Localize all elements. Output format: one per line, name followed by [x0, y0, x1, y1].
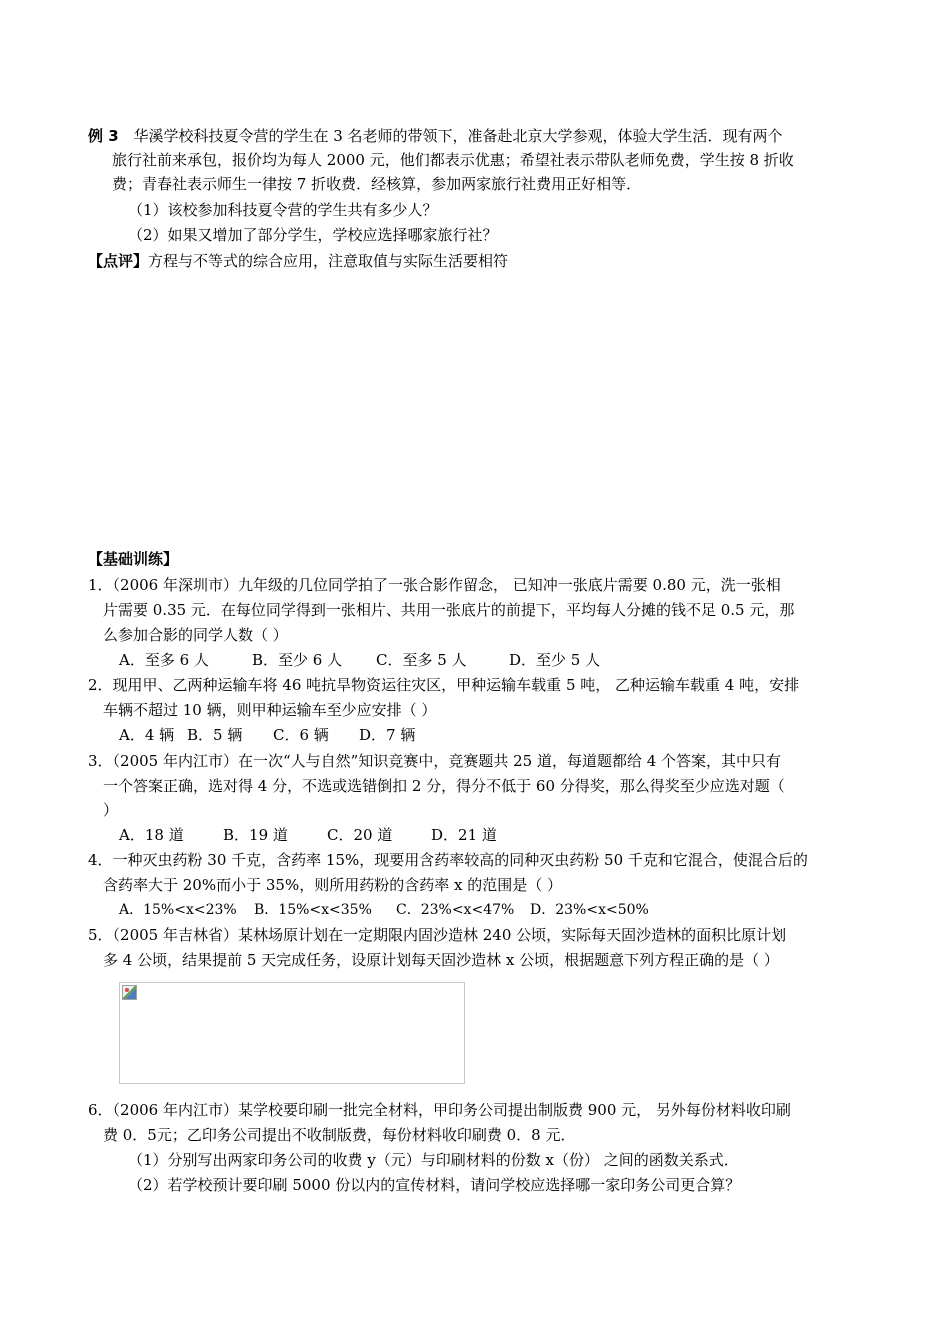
option-a: A．18 道	[119, 826, 184, 844]
problem-2-options	[119, 724, 415, 746]
option-b: B．5 辆	[187, 726, 243, 744]
option-d: D．7 辆	[359, 726, 416, 744]
option-d: D．至少 5 人	[509, 651, 601, 669]
problem-3-line2: 一个答案正确，选对得 4 分，不选或选错倒扣 2 分，得分不低于 60 分得奖，那么得奖至少应选对题（	[103, 777, 785, 795]
example3-comment	[88, 250, 508, 272]
problem-4-line2: 含药率大于 20%而小于 35%，则所用药粉的含药率 x 的范围是（ ）	[103, 876, 562, 894]
option-a: A．至多 6 人	[119, 651, 209, 669]
problem-6-line1: 6．（2006 年内江市）某学校要印刷一批完全材料，甲印务公司提出制版费 900 元， 另外每份材料收印刷	[88, 1101, 791, 1119]
problem-6-sub2: （2）若学校预计要印刷 5000 份以内的宣传材料，请问学校应选择哪一家印务公司更合算？	[128, 1176, 741, 1194]
option-b: B．15%<x<35%	[254, 902, 372, 918]
problem-6-line2: 费 0．5元；乙印务公司提出不收制版费，每份材料收印刷费 0．8 元．	[103, 1126, 576, 1144]
problem-1-options	[119, 649, 600, 671]
example3-label: 例 3	[88, 127, 119, 145]
problem-3-options	[119, 824, 497, 846]
comment-text: 方程与不等式的综合应用，注意取值与实际生活要相符	[148, 252, 509, 270]
problem-2-line1: 2．现用甲、乙两种运输车将 46 吨抗旱物资运往灾区，甲种运输车载重 5 吨， 乙种运输车载重 4 吨，安排	[88, 676, 800, 694]
problem-1-line3: 么参加合影的同学人数（ ）	[103, 626, 288, 644]
broken-image-placeholder	[119, 982, 465, 1084]
problem-3-line3: ）	[103, 801, 119, 819]
problem-3-line1: 3．（2005 年内江市）在一次“人与自然”知识竞赛中，竞赛题共 25 道，每道题都给 4 个答案，其中只有	[88, 752, 782, 770]
option-c: C．23%<x<47%	[396, 902, 515, 918]
comment-label: 【点评】	[88, 252, 149, 270]
example3-question2: （2）如果又增加了部分学生，学校应选择哪家旅行社？	[128, 226, 498, 244]
option-a: A．15%<x<23%	[119, 902, 237, 918]
problem-6-sub1: （1）分别写出两家印务公司的收费 y（元）与印刷材料的份数 x（份） 之间的函数关系式．	[128, 1151, 739, 1169]
problem-1-line2: 片需要 0.35 元．在每位同学得到一张相片、共用一张底片的前提下，平均每人分摊的钱不足 0.5 元，那	[103, 601, 795, 619]
option-d: D．23%<x<50%	[530, 902, 649, 918]
problem-1-line1: 1．（2006 年深圳市）九年级的几位同学拍了一张合影作留念， 已知冲一张底片需要 0.80 元，洗一张相	[88, 576, 781, 594]
option-c: C．20 道	[327, 826, 393, 844]
option-b: B．19 道	[223, 826, 288, 844]
broken-image-icon	[122, 985, 137, 1000]
problem-4-options	[119, 899, 649, 921]
section-title: 【基础训练】	[88, 550, 179, 568]
example3-line1: 例 3 华溪学校科技夏令营的学生在 3 名老师的带领下，准备赴北京大学参观，体验大学生活．现有两个	[88, 127, 783, 145]
option-a: A．4 辆	[119, 726, 175, 744]
example3-line3: 费；青春社表示师生一律按 7 折收费．经核算，参加两家旅行社费用正好相等．	[112, 175, 642, 193]
option-b: B．至少 6 人	[252, 651, 343, 669]
example3-question1: （1）该校参加科技夏令营的学生共有多少人？	[128, 201, 438, 219]
option-c: C．6 辆	[273, 726, 329, 744]
option-d: D．21 道	[431, 826, 497, 844]
option-c: C．至多 5 人	[376, 651, 467, 669]
problem-4-line1: 4．一种灭虫药粉 30 千克，含药率 15%，现要用含药率较高的同种灭虫药粉 50 千克和它混合，使混合后的	[88, 851, 808, 869]
problem-5-line2: 多 4 公顷，结果提前 5 天完成任务，设原计划每天固沙造林 x 公顷，根据题意下列方程正确的是（ ）	[103, 951, 779, 969]
example3-line2: 旅行社前来承包，报价均为每人 2000 元，他们都表示优惠；希望社表示带队老师免费，学生按 8 折收	[112, 151, 794, 169]
problem-2-line2: 车辆不超过 10 辆，则甲种运输车至少应安排（ ）	[103, 701, 437, 719]
problem-5-line1: 5．（2005 年吉林省）某林场原计划在一定期限内固沙造林 240 公顷，实际每天固沙造林的面积比原计划	[88, 926, 787, 944]
